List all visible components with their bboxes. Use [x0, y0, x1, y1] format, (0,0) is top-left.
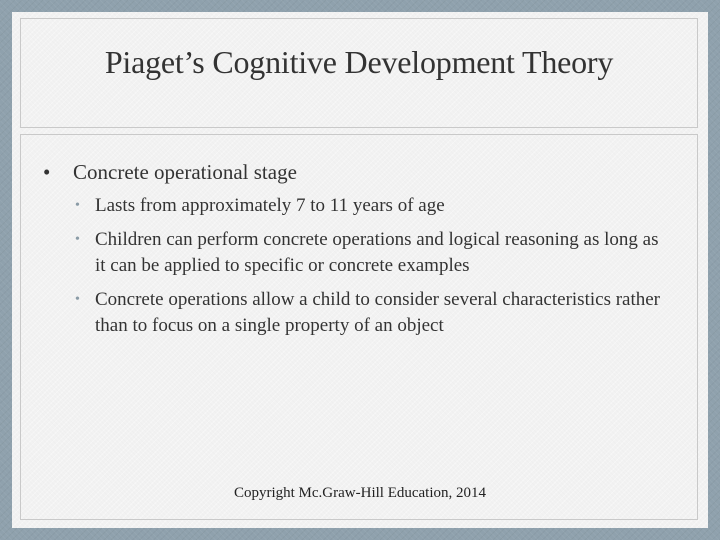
slide-title: Piaget’s Cognitive Development Theory	[104, 44, 614, 80]
sub-bullet-text: Children can perform concrete operations and logical reasoning as long as it can be applied to specific or concrete examples	[95, 229, 659, 276]
sub-bullet-item	[73, 287, 671, 339]
sub-bullet-icon: •	[75, 232, 80, 247]
slide-panel	[12, 12, 708, 528]
sub-bullet-item	[73, 193, 671, 219]
sub-bullet-icon: •	[75, 292, 80, 307]
sub-bullet-item	[73, 227, 671, 279]
copyright-footer: Copyright Mc.Graw-Hill Education, 2014	[233, 485, 487, 501]
content-frame	[20, 134, 698, 520]
sub-bullet-list	[73, 193, 683, 339]
bullet-icon: •	[43, 160, 51, 184]
sub-bullet-text: Concrete operations allow a child to consider several characteristics rather than to focus on a single property of an object	[95, 289, 661, 336]
bullet-item	[43, 159, 683, 339]
sub-bullet-text: Lasts from approximately 7 to 11 years of age	[95, 195, 445, 216]
title-frame	[20, 18, 698, 128]
bullet-list	[43, 159, 683, 347]
bullet-text: Concrete operational stage	[73, 160, 297, 184]
sub-bullet-icon: •	[75, 198, 80, 213]
